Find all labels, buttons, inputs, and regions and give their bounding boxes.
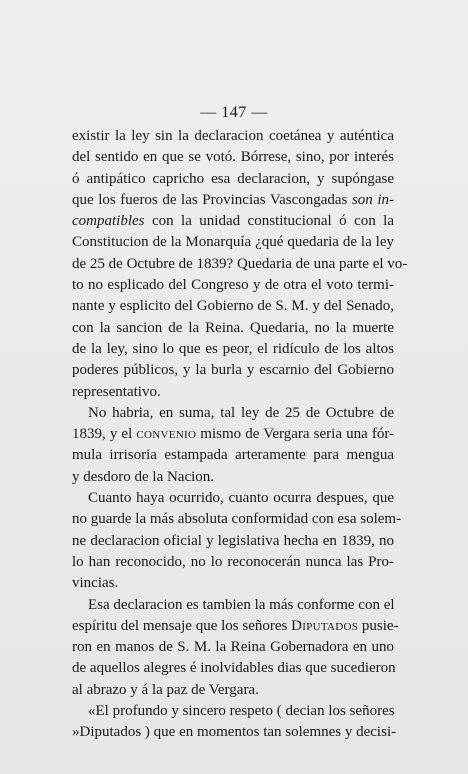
body-text xyxy=(72,126,408,744)
text-line xyxy=(72,190,394,211)
text-segment: con la unidad constitucional ó con la xyxy=(151,213,394,230)
text-segment: espíritu del mensaje que los señores xyxy=(72,617,288,634)
text-line: «El profundo y sincero respeto ( decian los señores xyxy=(88,703,395,720)
text-line: vincias. xyxy=(72,575,119,592)
text-line: ne declaracion oficial y legislativa hecha en 1839, no xyxy=(72,532,394,549)
small-caps-text: convenio xyxy=(136,426,197,443)
text-line xyxy=(72,616,399,637)
text-line: »Diputados ) que en momentos tan solemnes y decisi- xyxy=(72,724,397,741)
page-number: — 147 — xyxy=(200,104,268,121)
text-line xyxy=(72,424,394,445)
text-line: ron en manos de S. M. la Reina Gobernadora en uno xyxy=(72,639,394,656)
text-line: y desdoro de la Nacion. xyxy=(72,468,215,485)
text-segment: pusie- xyxy=(361,617,399,634)
text-line: al abrazo y á la paz de Vergara. xyxy=(72,681,259,698)
text-segment: que los fueros de las Provincias Vascongadas xyxy=(72,191,348,208)
text-line: Esa declaracion es tambien la más conforme con el xyxy=(88,596,395,613)
text-line: con la sancion de la Reina. Quedaria, no la muerte xyxy=(72,319,394,336)
text-line: de 25 de Octubre de 1839? Quedaria de una parte el vo- xyxy=(72,255,408,272)
text-line: de aquellos alegres é inolvidables dias que sucedieron xyxy=(72,660,396,677)
text-line: representativo. xyxy=(72,383,161,400)
text-line: Cuanto haya ocurrido, cuanto ocurra despues, que xyxy=(88,490,394,507)
small-caps-text: Diputados xyxy=(291,617,359,634)
italic-text: son in- xyxy=(351,191,394,208)
text-line: ó antipático capricho esa declaracion, y supóngase xyxy=(72,170,394,187)
text-line: nante y esplicito del Gobierno de S. M. y del Senado, xyxy=(72,298,394,315)
text-line: poderes públicos, y la burla y escarnio del Gobierno xyxy=(72,362,394,379)
text-line: lo han reconocido, no lo reconocerán nunca las Pro- xyxy=(72,553,394,570)
text-line: no guarde la más absoluta conformidad con esa solem- xyxy=(72,511,402,528)
text-line: to no esplicado del Congreso y de otra el voto termi- xyxy=(72,277,394,294)
text-line xyxy=(72,211,394,232)
italic-text: compatibles xyxy=(72,213,145,230)
text-line: Constitucion de la Monarquía ¿qué quedaria de la ley xyxy=(72,234,394,251)
text-line: mula irrisoria estampada arteramente para mengua xyxy=(72,447,394,464)
text-line: existir la ley sin la declaracion coetánea y auténtica xyxy=(72,128,394,144)
text-segment: mismo de Vergara seria una fór- xyxy=(200,426,395,443)
text-line: No habria, en suma, tal ley de 25 de Octubre de xyxy=(88,404,394,421)
text-line: del sentido en que se votó. Bórrese, sino, por interés xyxy=(72,149,394,166)
text-line: de la ley, sino lo que es peor, el ridículo de los altos xyxy=(72,340,394,357)
text-segment: 1839, y el xyxy=(72,426,133,443)
